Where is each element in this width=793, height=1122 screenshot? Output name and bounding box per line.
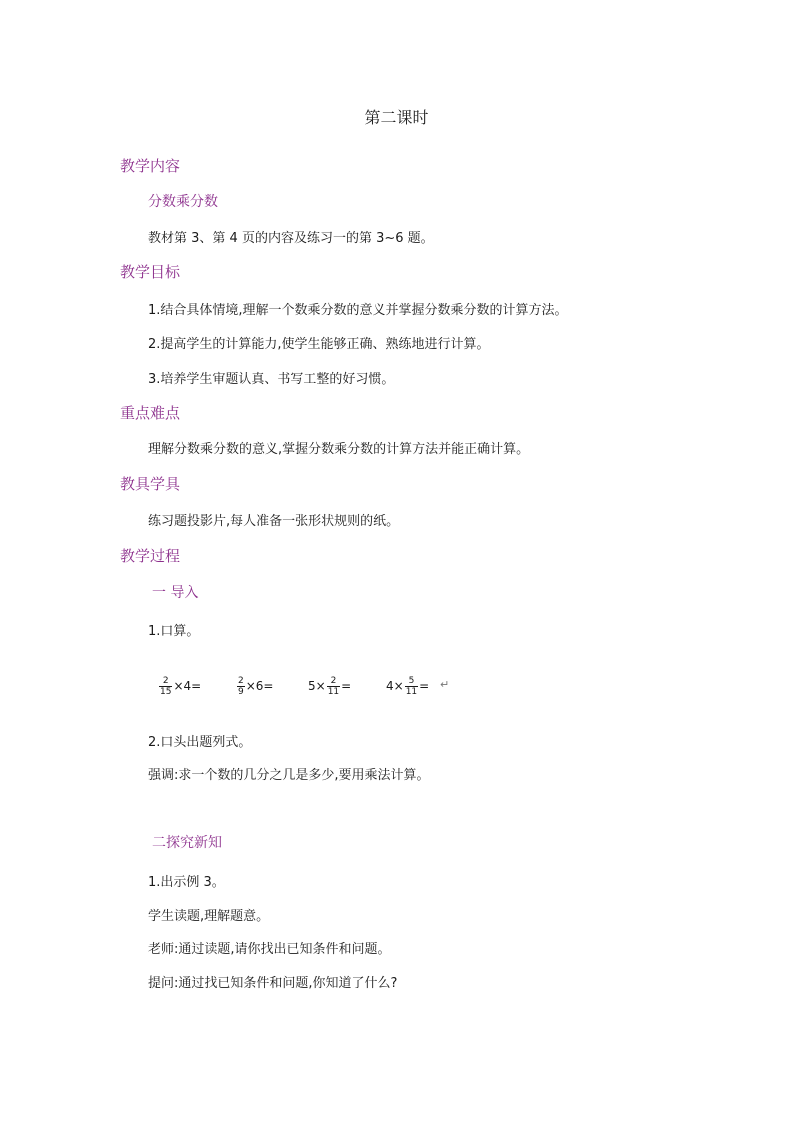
numerator: 2	[330, 675, 337, 686]
operator: =	[341, 679, 352, 693]
exercise-4	[386, 670, 429, 702]
operator: ×6=	[245, 679, 274, 693]
oral-exercises	[158, 670, 478, 702]
question-text: 提问:通过找已知条件和问题,你知道了什么?	[148, 976, 398, 991]
example-label: 1.出示例 3。	[148, 875, 225, 890]
page-title: 第二课时	[364, 108, 429, 127]
multiplier: 4×	[386, 679, 404, 693]
fraction	[159, 676, 172, 697]
goal-item-1: 1.结合具体情境,理解一个数乘分数的意义并掌握分数乘分数的计算方法。	[148, 303, 568, 318]
denominator: 9	[238, 686, 244, 697]
fraction	[405, 676, 418, 697]
subheading-fraction-times-fraction: 分数乘分数	[148, 194, 218, 210]
exercise-1	[158, 670, 201, 702]
key-points-text: 理解分数乘分数的意义,掌握分数乘分数的计算方法并能正确计算。	[148, 442, 530, 457]
teacher-text: 老师:通过读题,请你找出已知条件和问题。	[148, 942, 391, 957]
content-text: 教材第 3、第 4 页的内容及练习一的第 3~6 题。	[148, 231, 434, 246]
exercise-3	[308, 670, 351, 702]
multiplier: 5×	[308, 679, 326, 693]
numerator: 5	[408, 675, 415, 686]
oral-calc-label: 1.口算。	[148, 624, 200, 639]
oral-question-label: 2.口头出题列式。	[148, 735, 252, 750]
part-one-heading: 一 导入	[152, 585, 199, 601]
heading-teaching-goals: 教学目标	[120, 263, 181, 281]
fraction	[327, 676, 340, 697]
tools-text: 练习题投影片,每人准备一张形状规则的纸。	[148, 514, 400, 529]
heading-teaching-tools: 教具学具	[120, 475, 181, 493]
goal-item-3: 3.培养学生审题认真、书写工整的好习惯。	[148, 372, 395, 387]
operator: ×4=	[173, 679, 202, 693]
student-read-text: 学生读题,理解题意。	[148, 909, 270, 924]
paragraph-return-mark: ↵	[440, 678, 450, 691]
numerator: 2	[162, 675, 169, 686]
fraction	[237, 676, 245, 697]
heading-key-points: 重点难点	[120, 404, 181, 422]
denominator: 11	[405, 686, 418, 697]
goal-item-2: 2.提高学生的计算能力,使学生能够正确、熟练地进行计算。	[148, 337, 490, 352]
heading-teaching-process: 教学过程	[120, 547, 181, 565]
operator: =	[419, 679, 430, 693]
numerator: 2	[238, 675, 244, 686]
denominator: 15	[160, 686, 172, 697]
emphasis-text: 强调:求一个数的几分之几是多少,要用乘法计算。	[148, 768, 430, 783]
heading-teaching-content: 教学内容	[120, 157, 181, 175]
part-two-heading: 二探究新知	[152, 835, 222, 851]
denominator: 11	[327, 686, 340, 697]
exercise-2	[236, 670, 273, 702]
